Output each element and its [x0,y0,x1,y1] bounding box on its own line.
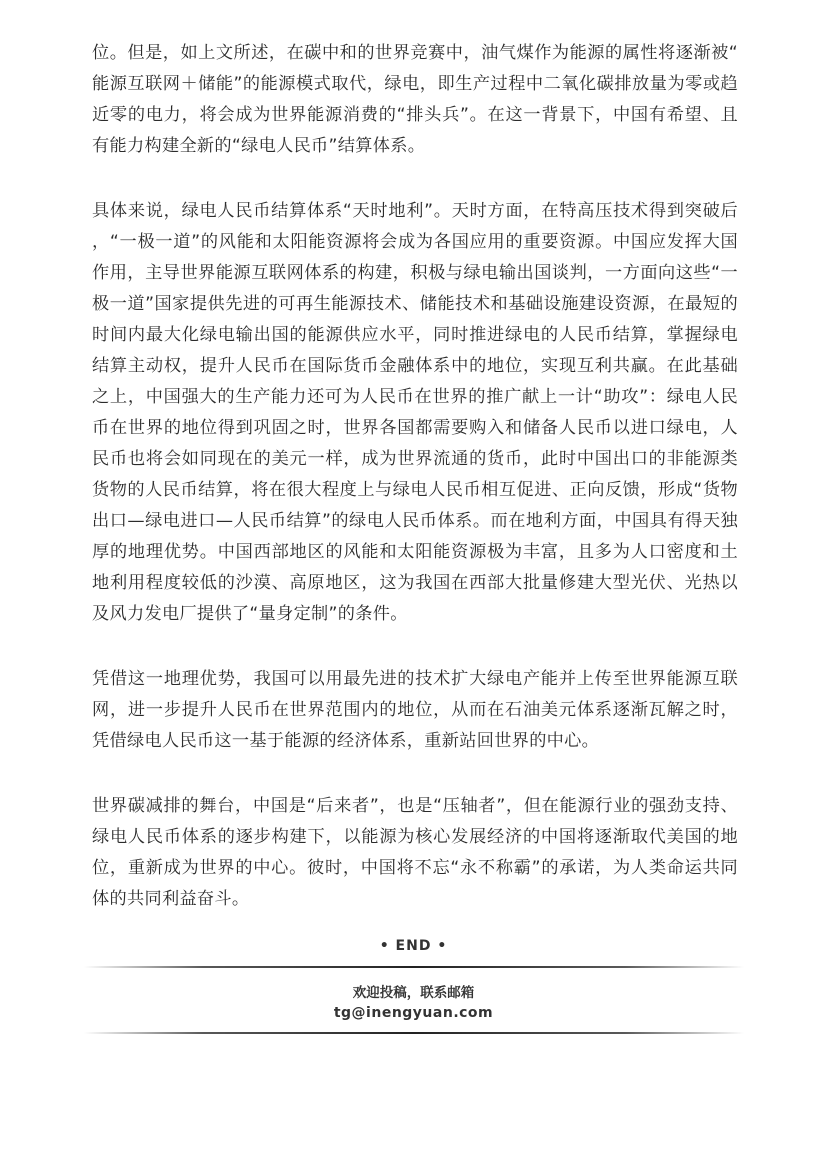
article-footer [0,936,827,1034]
article-paragraph-4: 世界碳减排的舞台，中国是“后来者”，也是“压轴者”，但在能源行业的强劲支持、绿电人民币体系的逐步构建下，以能源为核心发展经济的中国将逐渐取代美国的地位，重新成为世界的中心。彼时，中国将不忘“永不称霸”的承诺，为人类命运共同体的共同利益奋斗。 [92,796,738,909]
article-body [92,38,738,949]
article-paragraph-1: 位。但是，如上文所述，在碳中和的世界竞赛中，油气煤作为能源的属性将逐渐被“能源互联网＋储能”的能源模式取代，绿电，即生产过程中二氧化碳排放量为零或趋近零的电力，将会成为世界能源消费的“排头兵”。在这一背景下，中国有希望、且有能力构建全新的“绿电人民币”结算体系。 [92,43,738,156]
end-marker: • END • [379,938,448,954]
article-paragraph-2: 具体来说，绿电人民币结算体系“天时地利”。天时方面，在特高压技术得到突破后，“一极一道”的风能和太阳能资源将会成为各国应用的重要资源。中国应发挥大国作用，主导世界能源互联网体系的构建，积极与绿电输出国谈判，一方面向这些“一极一道”国家提供先进的可再生能源技术、储能技术和基础设施建设资源，在最短的时间内最大化绿电输出国的能源供应水平，同时推进绿电的人民币结算，掌握绿电结算主动权，提升人民币在国际货币金融体系中的地位，实现互利共赢。在此基础之上，中国强大的生产能力还可为人民币在世界的推广献上一计“助攻”：绿电人民币在世界的地位得到巩固之时，世界各国都需要购入和储备人民币以进口绿电，人民币也将会如同现在的美元一样，成为世界流通的货币，此时中国出口的非能源类货物的人民币结算，将在很大程度上与绿电人民币相互促进、正向反馈，形成“货物出口—绿电进口—人民币结算”的绿电人民币体系。而在地利方面，中国具有得天独厚的地理优势。中国西部地区的风能和太阳能资源极为丰富，且多为人口密度和土地利用程度较低的沙漠、高原地区，这为我国在西部大批量修建大型光伏、光热以及风力发电厂提供了“量身定制”的条件。 [92,201,738,624]
article-paragraph-3: 凭借这一地理优势，我国可以用最先进的技术扩大绿电产能并上传至世界能源互联网，进一步提升人民币在世界范围内的地位，从而在石油美元体系逐渐瓦解之时，凭借绿电人民币这一基于能源的经济体系，重新站回世界的中心。 [92,669,738,751]
footer-divider-bottom [84,1032,744,1034]
contact-email[interactable]: tg@inengyuan.com [333,1005,494,1021]
submission-invite: 欢迎投稿，联系邮箱 [352,985,475,1001]
footer-divider-top [84,966,744,968]
